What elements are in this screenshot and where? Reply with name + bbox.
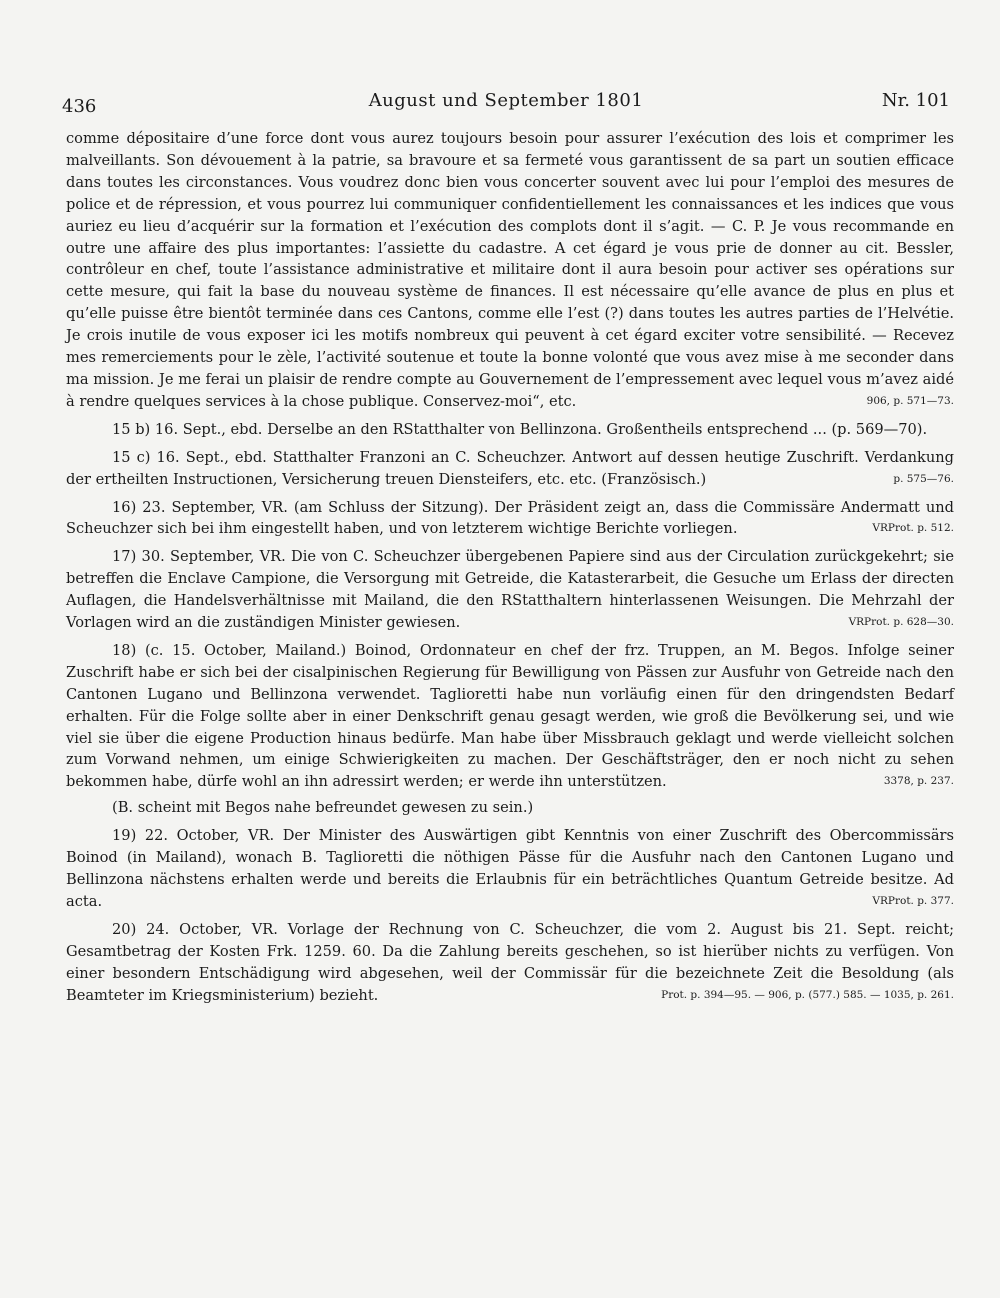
- page-header: [62, 90, 950, 120]
- entry-16: [66, 497, 954, 541]
- entry-19: [66, 825, 954, 913]
- entry-20: [66, 919, 954, 1007]
- entry-17: [66, 546, 954, 634]
- source-reference: VRProt. p. 512.: [872, 522, 954, 535]
- paragraph-text: 20) 24. October, VR. Vorlage der Rechnung von C. Scheuchzer, die vom 2. August bis 21. Sept. reicht; Gesamtbetrag der Kosten Frk. 1259. 60. Da die Zahlung bereits geschehen, so ist hierüber nichts zu verfügen. Von einer besondern Entschädigung wird abgesehen, weil der Commissär für die bezeichnete Zeit die Besoldung (als Beamteter im Kriegsministerium) bezieht.: [66, 920, 954, 1004]
- paragraph-text: 15 b) 16. Sept., ebd. Derselbe an den RStatthalter von Bellinzona. Großentheils entsprechend ... (p. 569—70).: [112, 420, 928, 438]
- source-reference: Prot. p. 394—95. — 906, p. (577.) 585. — 1035, p. 261.: [661, 988, 954, 1001]
- page-number: 436: [62, 96, 97, 117]
- entry-18: [66, 640, 954, 793]
- source-reference: 3378, p. 237.: [883, 775, 954, 788]
- paragraph-text: comme dépositaire d’une force dont vous aurez toujours besoin pour assurer l’exécution des lois et comprimer les malveillants. Son dévouement à la patrie, sa bravoure et sa fermeté vous garantissent de sa part un soutien efficace dans toutes les circonstances. Vous voudrez donc bien vous concerter souvent avec lui pour l’emploi des mesures de police et de répression, et vous pourrez lui communiquer confidentiellement les connaissances et les indices que vous auriez eu lieu d’acquérir sur la formation et l’exécution des complots dont il s’agit. — C. P. Je vous recommande en outre une affaire des plus importantes: l’assiette du cadastre. A cet égard je vous prie de donner au cit. Bessler, contrôleur en chef, toute l’assistance administrative et militaire dont il aura besoin pour activer ses opérations sur cette mesure, qui fait la base du nouveau système de finances. Il est nécessaire qu’elle avance de plus en plus et qu’elle puisse être bientôt terminée dans ces Cantons, comme elle l’est (?) dans toutes les autres parties de l’Helvétie. Je crois inutile de vous exposer ici les motifs nombreux qui peuvent à cet égard exciter votre sensibilité. — Recevez mes remerciements pour le zèle, l’activité soutenue et toute la bonne volonté que vous avez mise à me seconder dans ma mission. Je me ferai un plaisir de rendre compte au Gouvernement de l’empressement avec lequel vous m’avez aidé à rendre quelques services à la chose publique. Conservez-moi“, etc.: [66, 130, 954, 410]
- paragraph-text: (B. scheint mit Begos nahe befreundet gewesen zu sein.): [112, 799, 534, 817]
- paragraph-text: 16) 23. September, VR. (am Schluss der Sitzung). Der Präsident zeigt an, dass die Commissäre Andermatt und Scheuchzer sich bei ihm eingestellt haben, und von letzterem wichtige Berichte vorliegen.: [66, 498, 954, 538]
- source-reference: VRProt. p. 628—30.: [848, 616, 954, 629]
- section-number: Nr. 101: [881, 90, 950, 111]
- source-reference: VRProt. p. 377.: [872, 894, 954, 907]
- entry-15c: [66, 447, 954, 491]
- running-title: August und September 1801: [368, 90, 644, 111]
- source-reference: p. 575—76.: [893, 472, 954, 485]
- paragraph-continuation: [66, 128, 954, 413]
- paragraph-text: 18) (c. 15. October, Mailand.) Boinod, Ordonnateur en chef der frz. Truppen, an M. Begos. Infolge seiner Zuschrift habe er sich bei der cisalpinischen Regierung für Bewilligung von Pässen zur Ausfuhr von Getreide nach den Cantonen Lugano und Bellinzona verwendet. Taglioretti habe nun vorläufig einen für den dringendsten Bedarf erhalten. Für die Folge sollte aber in einer Denkschrift genau gesagt werden, wie groß die Bevölkerung sei, und wie viel sie über die eigene Production hinaus bedürfe. Man habe über Missbrauch geklagt und werde vielleicht solchen zum Vorwand nehmen, um einige Schwierigkeiten zu machen. Der Geschäftsträger, den er noch nicht zu sehen bekommen habe, dürfe wohl an ihn adressirt werden; er werde ihn unterstützen.: [66, 641, 954, 791]
- entry-15b: [66, 419, 954, 441]
- paragraph-text: 17) 30. September, VR. Die von C. Scheuchzer übergebenen Papiere sind aus der Circulation zurückgekehrt; sie betreffen die Enclave Campione, die Versorgung mit Getreide, die Katasterarbeit, die Gesuche um Erlass der directen Auflagen, die Handelsverhältnisse mit Mailand, die den RStatthaltern hinterlassenen Weisungen. Die Mehrzahl der Vorlagen wird an die zuständigen Minister gewiesen.: [66, 548, 954, 632]
- paragraph-text: 15 c) 16. Sept., ebd. Statthalter Franzoni an C. Scheuchzer. Antwort auf dessen heutige Zuschrift. Verdankung der ertheilten Instructionen, Versicherung treuen Diensteifers, etc. etc. (Französisch.): [66, 448, 954, 488]
- page-body: [66, 128, 954, 1006]
- source-reference: 906, p. 571—73.: [866, 394, 954, 407]
- paragraph-text: 19) 22. October, VR. Der Minister des Auswärtigen gibt Kenntnis von einer Zuschrift des Obercommissärs Boinod (in Mailand), wonach B. Taglioretti die nöthigen Pässe für die Ausfuhr nach den Cantonen Lugano und Bellinzona nächstens erhalten werde und bereits die Erlaubnis für ein beträchtliches Quantum Getreide besitze. Ad acta.: [66, 827, 954, 910]
- editorial-note: [66, 797, 954, 819]
